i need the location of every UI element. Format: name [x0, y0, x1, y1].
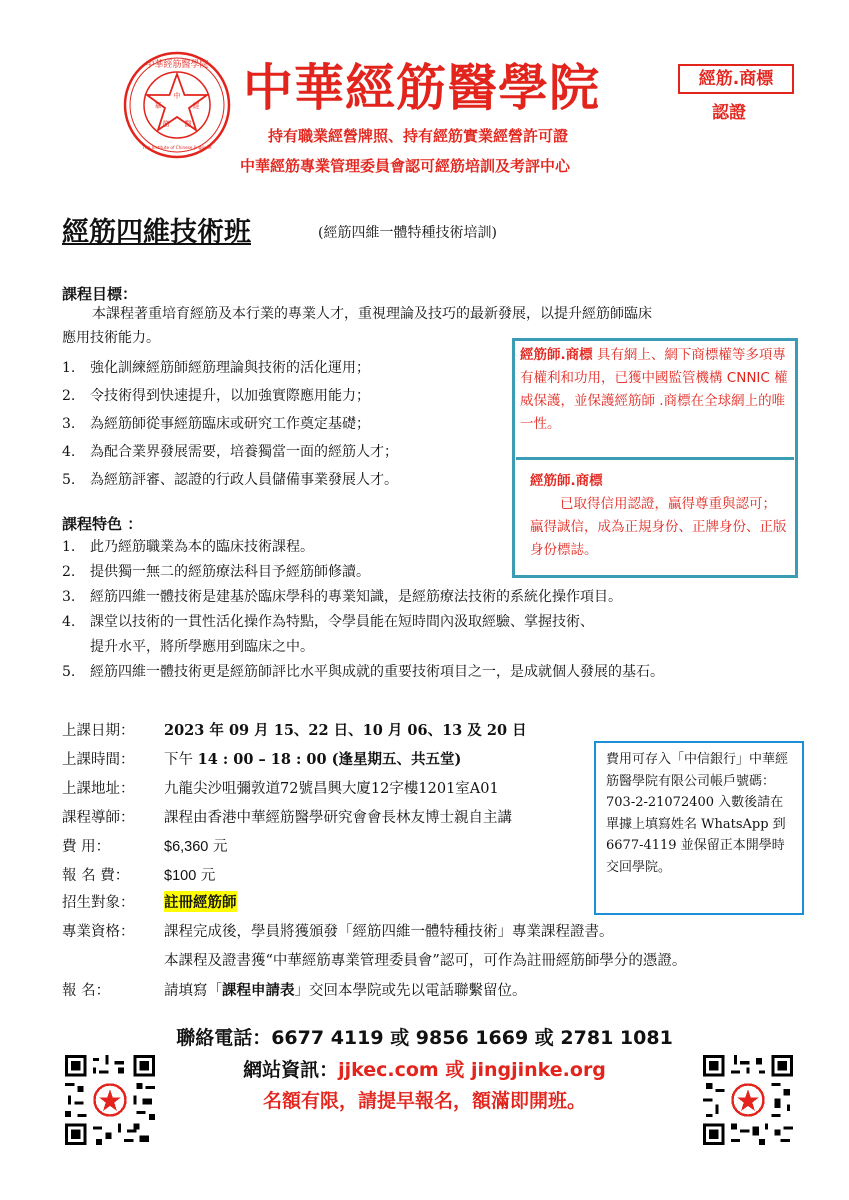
- trademark-certified-label: 認證: [712, 103, 746, 123]
- svg-text:華: 華: [154, 102, 162, 110]
- trademark-box-2: 經筋師.商標 已取得信用認證，贏得尊重與認可；贏得誠信，成為正規身份、正牌身份、正版身份標誌。: [530, 473, 787, 558]
- course-title: 經筋四維技術班: [62, 217, 251, 248]
- class-address-row: 上課地址： 九龍尖沙咀彌敦道72號昌興大廈12字樓1201室A01: [62, 781, 499, 797]
- qr-code-right[interactable]: [703, 1055, 793, 1145]
- website-link-2[interactable]: jingjinke.org: [470, 1059, 606, 1081]
- target-row: 招生對象： 註冊經筋師: [62, 891, 162, 912]
- website-link-1[interactable]: jjkec.com: [338, 1059, 439, 1081]
- list-item: 1. 強化訓練經筋師經筋理論與技術的活化運用；: [62, 360, 370, 376]
- class-date-row: 上課日期： 2023 年 09 月 15、22 日、10 月 06、13 及 20 日: [62, 722, 527, 739]
- svg-text:中華經筋醫學院: 中華經筋醫學院: [145, 60, 209, 70]
- objectives-intro-line1: 本課程著重培育經筋及本行業的專業人才，重視理論及技巧的最新發展，以提升經筋師臨床: [92, 306, 652, 322]
- list-item: 5. 經筋四維一體技術更是經筋師評比水平與成就的重要技術項目之一，是成就個人發展的基石。: [62, 664, 664, 680]
- accreditation-line: 中華經筋專業管理委員會認可經筋培訓及考評中心: [240, 157, 571, 175]
- class-time-row: 上課時間： 下午 14 : 00 – 18 : 00 (逢星期五、共五堂): [62, 751, 462, 768]
- list-item: 提升水平，將所學應用到臨床之中。: [90, 639, 314, 655]
- svg-text:中: 中: [173, 92, 181, 100]
- qualification-row: 專業資格： 課程完成後，學員將獲頒發「經筋四維一體特種技術」專業課程證書。: [62, 924, 614, 940]
- list-item: 4. 為配合業界發展需要，培養獨當一面的經筋人才；: [62, 444, 398, 460]
- svg-text:The Institute of Chinese JingJ: The Institute of Chinese JingJinke: [142, 145, 212, 150]
- objectives-list: [62, 354, 398, 494]
- list-item: 2. 令技術得到快速提升，以加強實際應用能力；: [62, 388, 370, 404]
- enrollment-row: 報 名： 請填寫「課程申請表」交回本學院或先以電話聯繫留位。: [62, 982, 527, 999]
- tutor-row: 課程導師： 課程由香港中華經筋醫學研究會會長林友博士親自主講: [62, 810, 512, 826]
- svg-text:醫: 醫: [184, 120, 192, 128]
- institute-name: 中華經筋醫學院: [243, 58, 600, 117]
- list-item: 3. 為經筋師從事經筋臨床或研究工作奠定基礎；: [62, 416, 370, 432]
- enrollment-notice: 名額有限，請提早報名，額滿即開班。: [262, 1090, 586, 1112]
- bank-payment-box: 費用可存入「中信銀行」中華經筋醫學院有限公司帳戶號碼：703-2-21072400 入數後請在單據上填寫姓名 WhatsApp 到 6677-4119 並保留正本開學時交回學院。: [594, 741, 804, 915]
- trademark-badge: 經筋.商標: [678, 64, 794, 94]
- list-item: 3. 經筋四維一體技術是建基於臨床學科的專業知識，是經筋療法技術的系統化操作項目。: [62, 589, 622, 605]
- course-subtitle: (經筋四維一體特種技術培訓): [318, 225, 497, 241]
- institute-seal-logo: [122, 50, 232, 160]
- fee-row: 費 用： $6,360 元: [62, 839, 228, 855]
- list-item: 5. 為經筋評審、認證的行政人員儲備事業發展人才。: [62, 472, 398, 488]
- list-item: 2. 提供獨一無二的經筋療法科目予經筋師修讀。: [62, 564, 370, 580]
- registration-fee-row: 報 名 費： $100 元: [62, 868, 216, 884]
- features-heading: 課程特色 ：: [62, 515, 143, 533]
- box-divider: [516, 457, 794, 460]
- trademark-box-1: 經筋師.商標 具有網上、網下商標權等多項專有權利和功用，已獲中國監管機構 CNNIC 權威保護，並保護經筋師 .商標在全球網上的唯一性。: [520, 347, 788, 432]
- objectives-intro-line2: 應用技術能力。: [62, 330, 160, 346]
- list-item: 4. 課堂以技術的一貫性活化操作為特點，令學員能在短時間內汲取經驗、掌握技術、: [62, 614, 594, 630]
- svg-text:筋: 筋: [162, 120, 170, 128]
- contact-phones: 聯絡電話：6677 4119 或 9856 1669 或 2781 1081: [176, 1027, 673, 1049]
- list-item: 1. 此乃經筋職業為本的臨床技術課程。: [62, 539, 314, 555]
- svg-text:經: 經: [192, 102, 200, 110]
- objectives-heading: 課程目標：: [62, 285, 138, 303]
- features-list: [62, 535, 664, 685]
- qr-code-left[interactable]: [65, 1055, 155, 1145]
- website-info: 網站資訊：jjkec.com 或 jingjinke.org: [243, 1059, 606, 1081]
- license-line: 持有職業經營牌照、持有經筋實業經營許可證: [268, 127, 569, 145]
